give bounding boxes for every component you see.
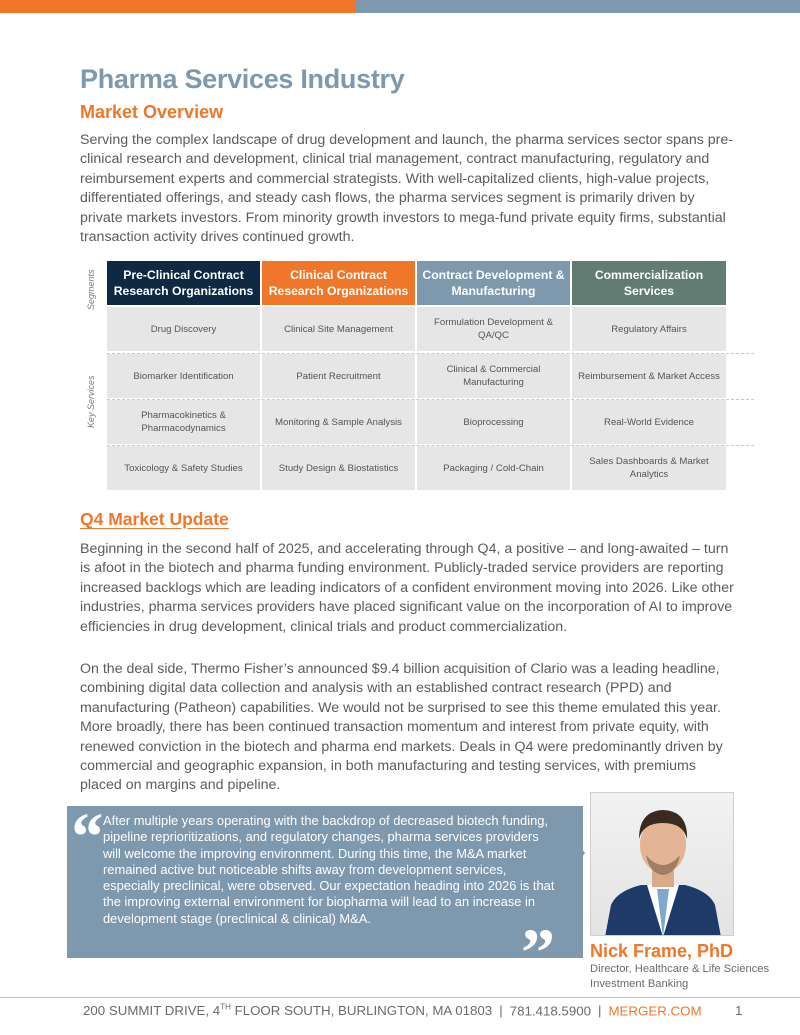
quote-text: After multiple years operating with the backdrop of decreased biotech funding, pipeline reprioritizations, and regulatory changes, pharma services providers will welcome the improving environment. During this time, the M&A market remained active but noticeable shifts away from development services, especially preclinical, were observed. Our expectation heading into 2026 is that the improving external environment for biopharma will lead to an increase in development stage (preclinical & clinical) M&A.: [103, 813, 555, 926]
service-cell: Monitoring & Sample Analysis: [262, 400, 415, 444]
segment-header-preclinical: Pre-Clinical Contract Research Organizations: [107, 261, 260, 305]
service-cell: Toxicology & Safety Studies: [107, 446, 260, 490]
footer-separator: |: [499, 1003, 503, 1019]
footer-website-link[interactable]: MERGER.COM: [608, 1003, 702, 1019]
q4-paragraph-1: Beginning in the second half of 2025, and accelerating through Q4, a positive – and long-awaited – turn is afoot in the biotech and pharma funding environment. Publicly-traded service providers are reporting increased backlogs which are leading indicators of a confident environment moving into 2026. Like other industries, pharma services providers have placed significant value on the incorporation of AI to improve efficiencies in drug development, clinical trials and product commercialization.: [80, 541, 734, 635]
q4-update-title: Q4 Market Update: [80, 509, 229, 529]
top-accent-bar-gray: [355, 0, 800, 13]
service-cell: Clinical Site Management: [262, 307, 415, 351]
footer-separator: |: [598, 1003, 602, 1019]
page-subtitle: Market Overview: [80, 102, 224, 122]
person-silhouette-icon: [591, 793, 734, 936]
service-cell: Sales Dashboards & Market Analytics: [572, 446, 726, 490]
service-cell: Pharmacokinetics & Pharmacodynamics: [107, 400, 260, 444]
footer: [83, 1003, 702, 1018]
service-cell: Patient Recruitment: [262, 354, 415, 398]
person-title: Director, Healthcare & Life Sciences Investment Banking: [590, 963, 770, 990]
key-services-axis-label: Key Services: [86, 375, 96, 428]
footer-divider: [0, 997, 800, 998]
page-number: 1: [735, 1003, 743, 1018]
footer-phone: 781.418.5900: [509, 1003, 592, 1019]
open-quote-mark: “: [68, 798, 102, 874]
page-title: Pharma Services Industry: [80, 64, 405, 94]
segments-axis-label: Segments: [86, 269, 96, 310]
service-cell: Packaging / Cold-Chain: [417, 446, 570, 490]
service-cell: Regulatory Affairs: [572, 307, 726, 351]
person-name: Nick Frame, PhD: [590, 941, 734, 961]
service-cell: Formulation Development & QA/QC: [417, 307, 570, 351]
service-cell: Bioprocessing: [417, 400, 570, 444]
service-cell: Reimbursement & Market Access: [572, 354, 726, 398]
service-cell: Drug Discovery: [107, 307, 260, 351]
close-quote-mark: ”: [521, 914, 555, 990]
footer-address: 200 SUMMIT DRIVE, 4TH FLOOR SOUTH, BURLINGTON, MA 01803: [83, 1003, 493, 1019]
q4-paragraph-2: On the deal side, Thermo Fisher’s announced $9.4 billion acquisition of Clario was a leading headline, combining digital data collection and analysis with an established contract research (PPD) and manufacturing (Patheon) capabilities. We would not be surprised to see this theme emulated this year. More broadly, there has been continued transaction momentum and interest from private equity, with renewed conviction in the biotech and pharma end markets. Deals in Q4 were predominantly driven by commercial and geographic expansion, in both manufacturing and testing services, with premiums placed on margins and pipeline.: [80, 661, 723, 794]
segment-header-commercialization: Commercialization Services: [572, 261, 726, 305]
service-cell: Study Design & Biostatistics: [262, 446, 415, 490]
top-accent-bar-orange: [0, 0, 355, 13]
segment-header-cdmo: Contract Development & Manufacturing: [417, 261, 570, 305]
intro-paragraph: Serving the complex landscape of drug development and launch, the pharma services sector spans pre-clinical research and development, clinical trial management, contract manufacturing, regulatory and reimbursement experts and commercial strategists. With well-capitalized clients, high-value projects, differentiated offerings, and steady cash flows, the pharma services segment is primarily driven by private markets investors. From minority growth investors to mega-fund private equity firms, substantial transaction activity drives continued growth.: [80, 132, 733, 246]
person-photo: [590, 792, 734, 936]
service-cell: Biomarker Identification: [107, 354, 260, 398]
quote-pointer: [566, 828, 585, 878]
service-cell: Clinical & Commercial Manufacturing: [417, 354, 570, 398]
segment-header-clinical: Clinical Contract Research Organizations: [262, 261, 415, 305]
service-cell: Real-World Evidence: [572, 400, 726, 444]
segments-grid: [107, 261, 754, 490]
